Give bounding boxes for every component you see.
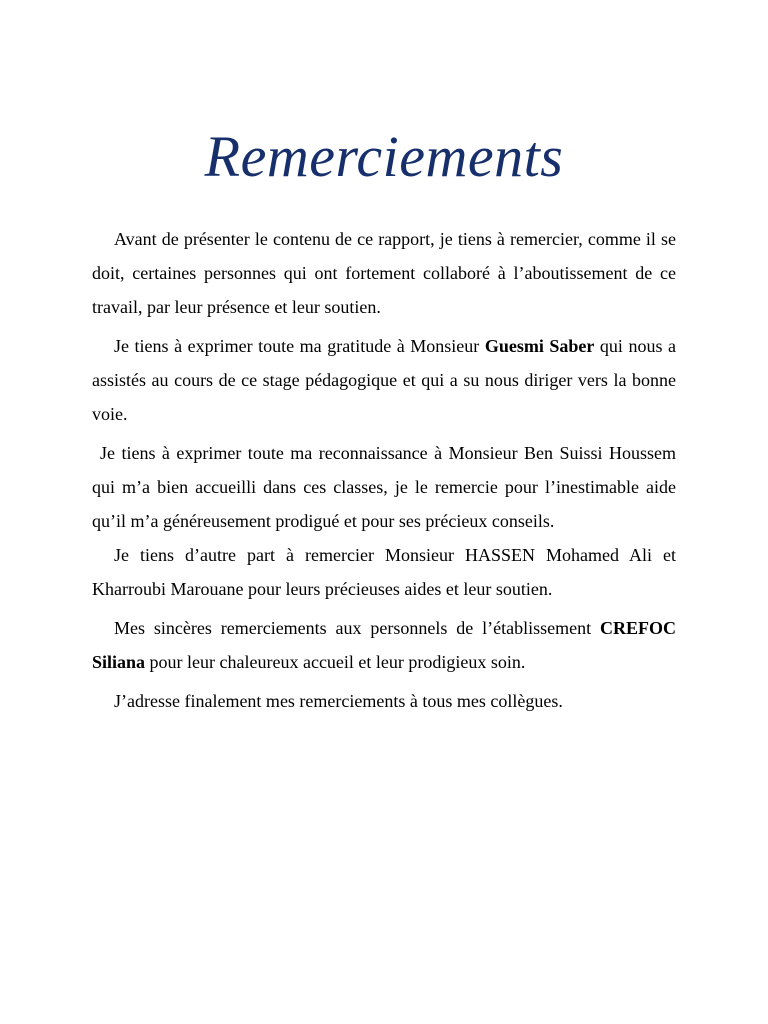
paragraph-text: Mes sincères remerciements aux personnels de l’établissement bbox=[114, 618, 600, 638]
page-title: Remerciements bbox=[204, 124, 564, 189]
paragraph-intro bbox=[92, 222, 676, 324]
paragraph-intro-text: Avant de présenter le contenu de ce rapport, je tiens à remercier, comme il se doit, certaines personnes qui ont fortement collaboré à l’aboutissement de ce travail, par leur présence et leur soutien. bbox=[92, 229, 676, 317]
paragraph-text: Je tiens à exprimer toute ma gratitude à Monsieur bbox=[114, 336, 485, 356]
paragraph-recognition-text: Je tiens à exprimer toute ma reconnaissance à Monsieur Ben Suissi Houssem qui m’a bien accueilli dans ces classes, je le remercie pour l’inestimable aide qu’il m’a généreusement prodigué et pour ses précieux conseils. bbox=[92, 443, 676, 531]
paragraph-closing-text: J’adresse finalement mes remerciements à tous mes collègues. bbox=[114, 691, 563, 711]
paragraph-text: Je tiens d’autre part à remercier Monsieur HASSEN Mohamed Ali et Kharroubi Marouane pour leurs précieuses aides et leur soutien. bbox=[92, 545, 676, 599]
paragraph-thanks-institution bbox=[92, 611, 676, 679]
paragraph-thanks-colleagues-help bbox=[92, 538, 676, 606]
supervisor-name: Guesmi Saber bbox=[484, 336, 595, 356]
paragraph-gratitude-supervisor bbox=[92, 329, 676, 431]
paragraph-text: qui nous a assistés au cours de ce stage pédagogique et qui a su nous diriger vers la bonne voie. bbox=[92, 336, 676, 424]
paragraph-recognition bbox=[92, 436, 676, 538]
paragraph-text: pour leur chaleureux accueil et leur prodigieux soin. bbox=[145, 652, 526, 672]
institution-name: CREFOC Siliana bbox=[92, 618, 676, 672]
paragraph-closing bbox=[92, 684, 676, 718]
acknowledgements-body bbox=[92, 222, 676, 718]
